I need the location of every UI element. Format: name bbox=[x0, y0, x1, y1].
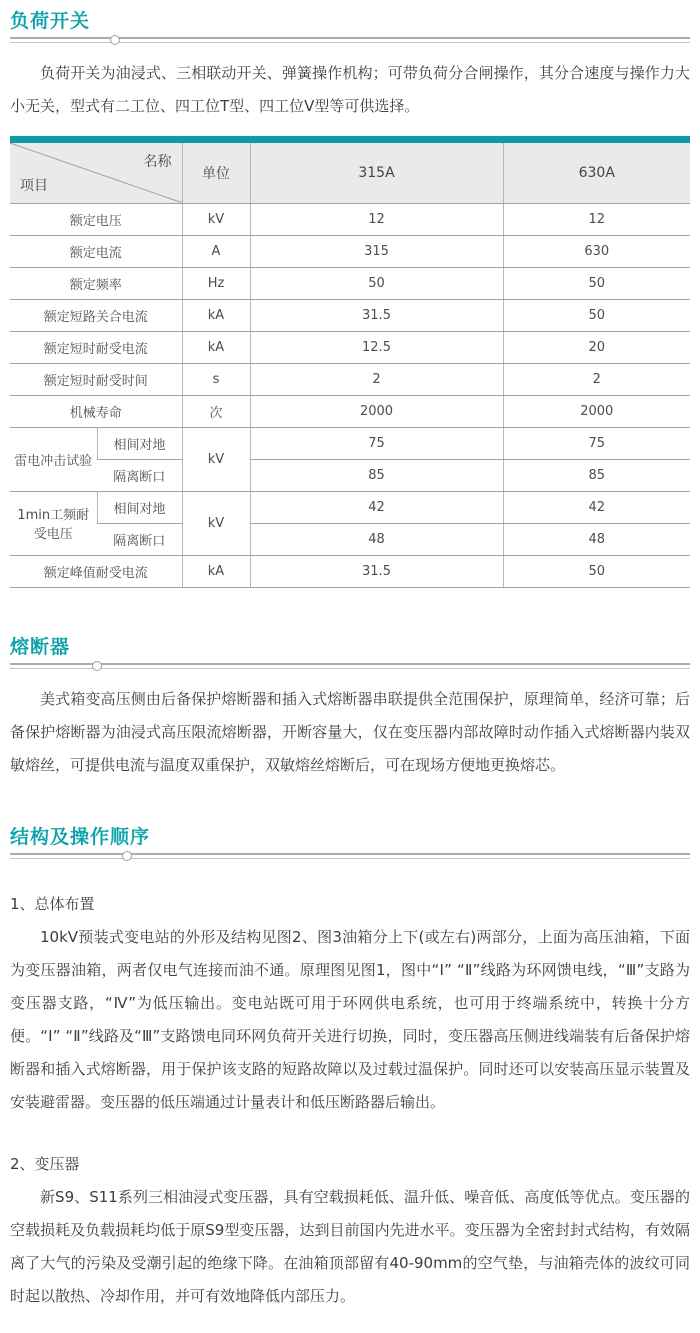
row-label: 额定短路关合电流 bbox=[10, 299, 182, 331]
group-label: 雷电冲击试验 bbox=[10, 427, 97, 491]
row-value-630: 48 bbox=[503, 523, 690, 555]
row-value-315: 50 bbox=[250, 267, 503, 299]
table-header-row bbox=[10, 143, 690, 203]
row-value-630: 20 bbox=[503, 331, 690, 363]
row-unit: kV bbox=[182, 203, 250, 235]
row-unit: kA bbox=[182, 555, 250, 587]
title-divider bbox=[10, 663, 690, 669]
section-title-load-switch: 负荷开关 bbox=[10, 10, 91, 32]
row-label: 额定电压 bbox=[10, 203, 182, 235]
row-unit: s bbox=[182, 363, 250, 395]
table-row bbox=[10, 395, 690, 427]
row-value-630: 75 bbox=[503, 427, 690, 459]
row-label: 额定电流 bbox=[10, 235, 182, 267]
title-divider bbox=[10, 853, 690, 859]
corner-label-item: 项目 bbox=[20, 177, 48, 194]
group-subrow-label: 相间对地 bbox=[97, 427, 182, 459]
table-row bbox=[10, 555, 690, 587]
table-row bbox=[10, 299, 690, 331]
table-row bbox=[10, 203, 690, 235]
transformer-paragraph: 新S9、S11系列三相油浸式变压器，具有空载损耗低、温升低、噪音低、高度低等优点。变压器的空载损耗及负载损耗均低于原S9型变压器，达到目前国内先进水平。变压器为全密封封式结构，有效隔离了大气的污染及受潮引起的绝缘下降。在油箱顶部留有40-90mm的空气垫，与油箱壳体的波纹可同时起以散热、冷却作用，并可有效地降低内部压力。 bbox=[10, 1187, 690, 1305]
title-divider bbox=[10, 37, 690, 43]
row-label: 额定峰值耐受电流 bbox=[10, 555, 182, 587]
row-unit: Hz bbox=[182, 267, 250, 299]
row-value-630: 50 bbox=[503, 555, 690, 587]
row-value-630: 630 bbox=[503, 235, 690, 267]
corner-header-cell bbox=[10, 143, 182, 203]
row-unit: kA bbox=[182, 331, 250, 363]
divider-dot-icon bbox=[92, 661, 102, 671]
row-value-315: 75 bbox=[250, 427, 503, 459]
row-value-630: 42 bbox=[503, 491, 690, 523]
col-header-unit: 单位 bbox=[182, 143, 250, 203]
table-row bbox=[10, 267, 690, 299]
table-group-row bbox=[10, 523, 690, 555]
load-switch-paragraph: 负荷开关为油浸式、三相联动开关、弹簧操作机构；可带负荷分合闸操作，其分合速度与操作力大小无关，型式有二工位、四工位T型、四工位V型等可供选择。 bbox=[10, 64, 690, 115]
section-title-fuse: 熔断器 bbox=[10, 635, 71, 658]
group-subrow-label: 相间对地 bbox=[97, 491, 182, 523]
row-unit: kA bbox=[182, 299, 250, 331]
row-label: 额定频率 bbox=[10, 267, 182, 299]
corner-label-name: 名称 bbox=[143, 154, 172, 170]
table-group-row bbox=[10, 427, 690, 459]
spec-table bbox=[10, 143, 690, 588]
row-value-315: 48 bbox=[250, 523, 503, 555]
table-row bbox=[10, 235, 690, 267]
group-subrow-label: 隔离断口 bbox=[97, 459, 182, 491]
subsection-heading-layout: 1、总体布置 bbox=[10, 894, 95, 913]
table-group-row bbox=[10, 459, 690, 491]
group-label: 1min工频耐受电压 bbox=[10, 491, 97, 555]
row-unit: 次 bbox=[182, 395, 250, 427]
row-value-315: 85 bbox=[250, 459, 503, 491]
row-value-630: 2 bbox=[503, 363, 690, 395]
section-load-switch bbox=[10, 8, 690, 123]
table-group-row bbox=[10, 491, 690, 523]
row-value-315: 31.5 bbox=[250, 555, 503, 587]
row-value-315: 12 bbox=[250, 203, 503, 235]
row-value-630: 50 bbox=[503, 267, 690, 299]
divider-dot-icon bbox=[110, 35, 120, 45]
row-value-315: 31.5 bbox=[250, 299, 503, 331]
section-structure bbox=[10, 824, 690, 1313]
table-row bbox=[10, 331, 690, 363]
fuse-paragraph: 美式箱变高压侧由后备保护熔断器和插入式熔断器串联提供全范围保护，原理简单，经济可靠；后备保护熔断器为油浸式高压限流熔断器，开断容量大，仅在变压器内部故障时动作插入式熔断器内装双敏熔丝，可提供电流与温度双重保护，双敏熔丝熔断后，可在现场方便地更换熔芯。 bbox=[10, 689, 690, 774]
row-label: 额定短时耐受时间 bbox=[10, 363, 182, 395]
row-value-315: 42 bbox=[250, 491, 503, 523]
row-value-315: 2 bbox=[250, 363, 503, 395]
group-subrow-label: 隔离断口 bbox=[97, 523, 182, 555]
layout-paragraph: 10kV预装式变电站的外形及结构见图2、图3油箱分上下(或左右)两部分，上面为高压油箱，下面为变压器油箱，两者仅电气连接而油不通。原理图见图1，图中“Ⅰ” “Ⅱ”线路为环网馈电线，“Ⅲ”支路为变压器支路，“Ⅳ”为低压输出。变电站既可用于环网供电系统，也可用于终端系统中，转换十分方便。“Ⅰ” “Ⅱ”线路及“Ⅲ”支路馈电同环网负荷开关进行切换，同时，变压器高压侧进线端装有后备保护熔断器和插入式熔断器，用于保护该支路的短路故障以及过载过温保护。同时还可以安装高压显示装置及安装避雷器。变压器的低压端通过计量表计和低压断路器后输出。 bbox=[10, 927, 690, 1111]
section-title-structure: 结构及操作顺序 bbox=[10, 825, 151, 848]
row-value-630: 50 bbox=[503, 299, 690, 331]
table-accent-bar bbox=[10, 136, 690, 143]
row-value-630: 12 bbox=[503, 203, 690, 235]
divider-dot-icon bbox=[122, 851, 132, 861]
col-header-630a: 630A bbox=[503, 143, 690, 203]
row-value-630: 85 bbox=[503, 459, 690, 491]
subsection-heading-transformer: 2、变压器 bbox=[10, 1154, 80, 1173]
col-header-315a: 315A bbox=[250, 143, 503, 203]
group-unit: kV bbox=[182, 427, 250, 491]
spec-table-container bbox=[10, 136, 690, 588]
row-value-315: 2000 bbox=[250, 395, 503, 427]
table-row bbox=[10, 363, 690, 395]
row-label: 机械寿命 bbox=[10, 395, 182, 427]
row-label: 额定短时耐受电流 bbox=[10, 331, 182, 363]
row-value-630: 2000 bbox=[503, 395, 690, 427]
row-value-315: 12.5 bbox=[250, 331, 503, 363]
group-unit: kV bbox=[182, 491, 250, 555]
section-fuse bbox=[10, 634, 690, 782]
row-value-315: 315 bbox=[250, 235, 503, 267]
row-unit: A bbox=[182, 235, 250, 267]
